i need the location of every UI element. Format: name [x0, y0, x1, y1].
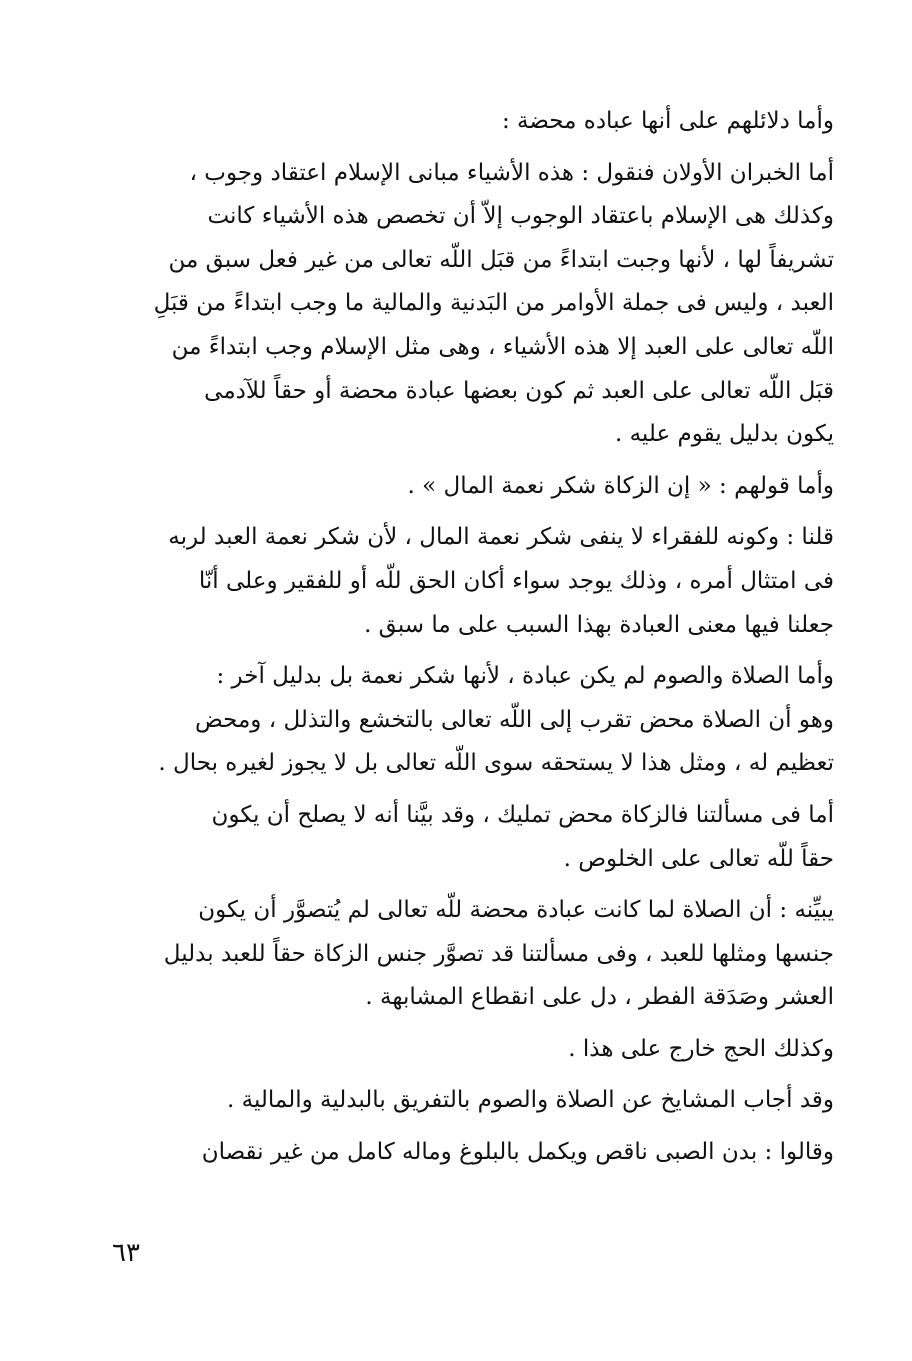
- text-line: وهو أن الصلاة محض تقرب إلى اللّه تعالى بالتخشع والتذلل ، ومحض: [194, 706, 834, 733]
- page-body: [110, 100, 834, 1175]
- text-line: وأما الصلاة والصوم لم يكن عبادة ، لأنها شكر نعمة بل بدليل آخر :: [216, 663, 834, 690]
- text-line: اللّه تعالى على العبد إلا هذه الأشياء ، وهى مثل الإسلام وجب ابتداءً من: [171, 333, 834, 360]
- text-line: وكذلك الحج خارج على هذا .: [568, 1035, 834, 1062]
- text-line: تعظيم له ، ومثل هذا لا يستحقه سوى اللّه تعالى بل لا يجوز لغيره بحال .: [158, 750, 834, 777]
- text-line: فى امتثال أمره ، وذلك يوجد سواء أكان الحق للّه أو للفقير وعلى أنّا: [198, 567, 834, 594]
- text-line: يبيِّنه : أن الصلاة لما كانت عبادة محضة للّه تعالى لم يُتصوَّر أن يكون: [198, 897, 834, 924]
- text-line: حقاً للّه تعالى على الخلوص .: [563, 845, 834, 872]
- text-line: العشر وصَدَقة الفطر ، دل على انقطاع المشابهة .: [365, 984, 834, 1011]
- text-line: يكون بدليل يقوم عليه .: [614, 421, 834, 448]
- page-number: ٦٣: [112, 1238, 140, 1268]
- text-line: أما الخبران الأولان فنقول : هذه الأشياء مبانى الإسلام اعتقاد وجوب ،: [189, 159, 834, 186]
- text-line: قلنا : وكونه للفقراء لا ينفى شكر نعمة المال ، لأن شكر نعمة العبد لربه: [168, 524, 834, 551]
- text-line: وكذلك هى الإسلام باعتقاد الوجوب إلاّ أن تخصص هذه الأشياء كانت: [207, 203, 834, 230]
- text-line: قبَل اللّه تعالى على العبد ثم كون بعضها عبادة محضة أو حقاً للآدمى: [204, 377, 834, 404]
- text-line: تشريفاً لها ، لأنها وجبت ابتداءً من قبَل اللّه تعالى من غير فعل سبق من: [168, 246, 834, 273]
- text-line: وقالوا : بدن الصبى ناقص ويكمل بالبلوغ وماله كامل من غير نقصان: [201, 1139, 834, 1166]
- text-line: أما فى مسألتنا فالزكاة محض تمليك ، وقد بيَّنا أنه لا يصلح أن يكون: [211, 801, 834, 828]
- text-line: جنسها ومثلها للعبد ، وفى مسألتنا قد تصوَّر جنس الزكاة حقاً للعبد بدليل: [163, 940, 834, 967]
- text-line: جعلنا فيها معنى العبادة بهذا السبب على ما سبق .: [364, 611, 834, 638]
- text-line: وقد أجاب المشايخ عن الصلاة والصوم بالتفريق بالبدلية والمالية .: [226, 1087, 834, 1114]
- text-line: وأما قولهم : « إن الزكاة شكر نعمة المال » .: [407, 472, 834, 499]
- text-line: العبد ، وليس فى جملة الأوامر من البَدنية والمالية ما وجب ابتداءً من قبَلِ: [153, 290, 834, 317]
- text-line: وأما دلائلهم على أنها عباده محضة :: [501, 108, 834, 134]
